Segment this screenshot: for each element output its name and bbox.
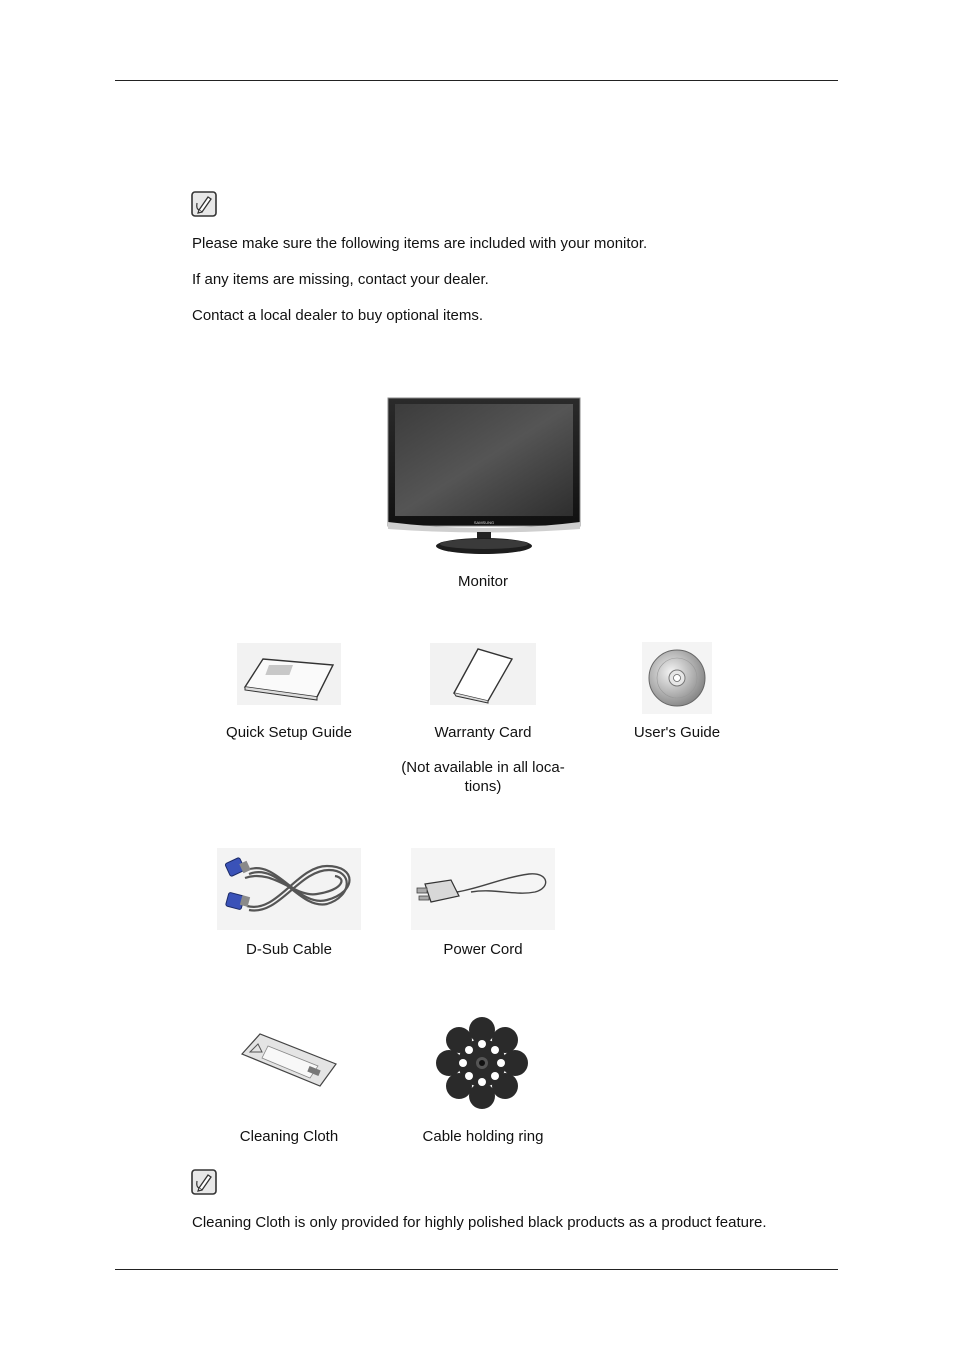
dsub-cable-caption: D-Sub Cable — [246, 941, 332, 958]
note-pencil-icon — [191, 1169, 217, 1195]
dsub-cable-image — [217, 848, 361, 930]
cable-holding-ring-image — [435, 1016, 529, 1110]
cleaning-cloth-note: Cleaning Cloth is only provided for highly polished black products as a product feature. — [192, 1214, 767, 1231]
users-guide-cd-image — [642, 642, 712, 714]
cable-holding-ring-caption: Cable holding ring — [422, 1128, 544, 1145]
warranty-availability-note: (Not available in all loca- tions) — [401, 759, 565, 795]
note-pencil-icon — [191, 191, 217, 217]
power-cord-image — [411, 848, 555, 930]
monitor-image — [386, 396, 582, 556]
monitor-brand-text: SAMSUNG — [473, 520, 495, 525]
footer-rule — [115, 1269, 838, 1270]
intro-line-2: If any items are missing, contact your dealer. — [192, 271, 489, 288]
quick-setup-guide-caption: Quick Setup Guide — [226, 724, 352, 741]
warranty-card-image — [430, 643, 536, 705]
power-cord-caption: Power Cord — [443, 941, 523, 958]
cleaning-cloth-image — [238, 1030, 340, 1090]
users-guide-caption: User's Guide — [633, 724, 721, 741]
warranty-card-caption: Warranty Card — [434, 724, 532, 741]
cleaning-cloth-caption: Cleaning Cloth — [239, 1128, 339, 1145]
header-rule — [115, 80, 838, 81]
quick-setup-guide-image — [237, 643, 341, 705]
intro-line-3: Contact a local dealer to buy optional items. — [192, 307, 483, 324]
intro-line-1: Please make sure the following items are included with your monitor. — [192, 235, 648, 252]
monitor-caption: Monitor — [457, 573, 509, 590]
